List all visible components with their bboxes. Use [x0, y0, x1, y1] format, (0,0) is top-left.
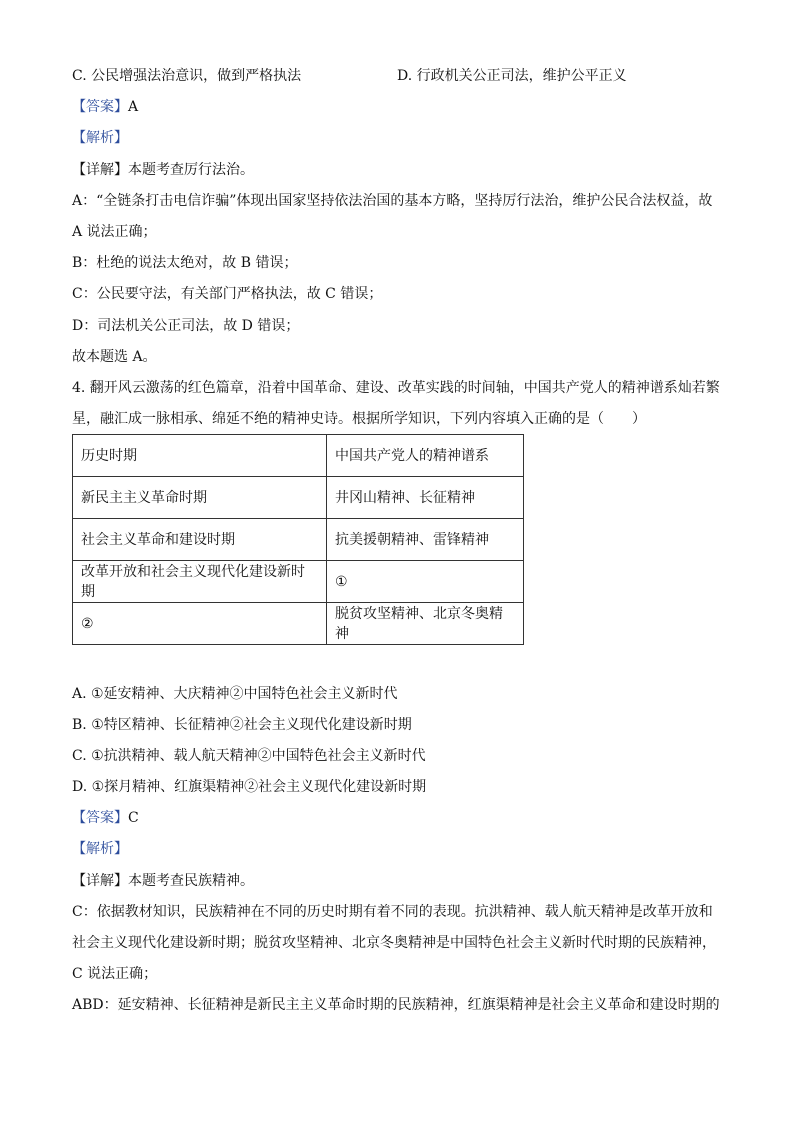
- table-cell: 改革开放和社会主义现代化建设新时期: [73, 561, 327, 603]
- table-cell: 脱贫攻坚精神、北京冬奥精神: [327, 603, 524, 645]
- q4-answer: [72, 808, 139, 828]
- q3-explain-line-2: A 说法正确；: [72, 224, 157, 240]
- q3-options-cd: [72, 66, 722, 86]
- q3-analysis: [72, 128, 128, 148]
- answer-value: A: [128, 99, 139, 115]
- q3-explain-line-3: B：杜绝的说法太绝对，故 B 错误；: [72, 255, 298, 271]
- table-cell: ②: [73, 603, 327, 645]
- table-row: [73, 603, 524, 645]
- analysis-tag: 【解析】: [72, 130, 128, 146]
- q4-explain-line-4: ABD：延安精神、长征精神是新民主主义革命时期的民族精神，红旗渠精神是社会主义革命和建设时期的: [72, 997, 720, 1013]
- q4-explain-line-1: C：依据教材知识，民族精神在不同的历史时期有着不同的表现。抗洪精神、载人航天精神是改革开放和: [72, 904, 713, 920]
- analysis-tag: 【解析】: [72, 841, 128, 857]
- detail-tag: 【详解】: [72, 162, 128, 178]
- table-row: [73, 519, 524, 561]
- q4-option-b: B. ①特区精神、长征精神②社会主义现代化建设新时期: [72, 717, 412, 733]
- q4-detail: [72, 871, 254, 891]
- q4-explain-line-3: C 说法正确；: [72, 966, 158, 982]
- q3-option-d: D. 行政机关公正司法，维护公平正义: [397, 68, 627, 84]
- table-header-cell: 历史时期: [73, 435, 327, 477]
- q3-explain-line-6: 故本题选 A。: [72, 349, 157, 365]
- q4-option-c: C. ①抗洪精神、载人航天精神②中国特色社会主义新时代: [72, 748, 426, 764]
- q4-option-a: A. ①延安精神、大庆精神②中国特色社会主义新时代: [72, 686, 398, 702]
- q3-detail: [72, 160, 254, 180]
- detail-text: 本题考查厉行法治。: [128, 162, 254, 178]
- q4-explain-line-2: 社会主义现代化建设新时期；脱贫攻坚精神、北京冬奥精神是中国特色社会主义新时代时期的民族精神，: [72, 935, 716, 951]
- table-header-row: [73, 435, 524, 477]
- q3-explain-line-4: C：公民要守法，有关部门严格执法，故 C 错误；: [72, 286, 383, 302]
- q3-answer: [72, 97, 138, 117]
- table-row: [73, 477, 524, 519]
- q3-option-c: C. 公民增强法治意识，做到严格执法: [72, 68, 302, 84]
- q3-explain-line-5: D：司法机关公正司法，故 D 错误；: [72, 318, 300, 334]
- table-row: [73, 561, 524, 603]
- table-header-cell: 中国共产党人的精神谱系: [327, 435, 524, 477]
- table-cell: 井冈山精神、长征精神: [327, 477, 524, 519]
- answer-value: C: [128, 810, 139, 826]
- answer-tag: 【答案】: [72, 810, 128, 826]
- q3-explain-line-1: A：“全链条打击电信诈骗”体现出国家坚持依法治国的基本方略，坚持厉行法治，维护公民合法权益，故: [72, 193, 713, 209]
- q4-stem-line-1: 4. 翻开风云激荡的红色篇章，沿着中国革命、建设、改革实践的时间轴，中国共产党人的精神谱系灿若繁: [72, 380, 720, 396]
- q4-stem-line-2: 星，融汇成一脉相承、绵延不绝的精神史诗。根据所学知识，下列内容填入正确的是（ ）: [72, 411, 646, 427]
- q4-analysis: [72, 839, 128, 859]
- answer-tag: 【答案】: [72, 99, 128, 115]
- table-cell: 抗美援朝精神、雷锋精神: [327, 519, 524, 561]
- table-cell: ①: [327, 561, 524, 603]
- q4-option-d: D. ①探月精神、红旗渠精神②社会主义现代化建设新时期: [72, 779, 427, 795]
- spirit-table: [72, 434, 524, 645]
- table-cell: 新民主主义革命时期: [73, 477, 327, 519]
- table-cell: 社会主义革命和建设时期: [73, 519, 327, 561]
- detail-text: 本题考查民族精神。: [128, 873, 254, 889]
- detail-tag: 【详解】: [72, 873, 128, 889]
